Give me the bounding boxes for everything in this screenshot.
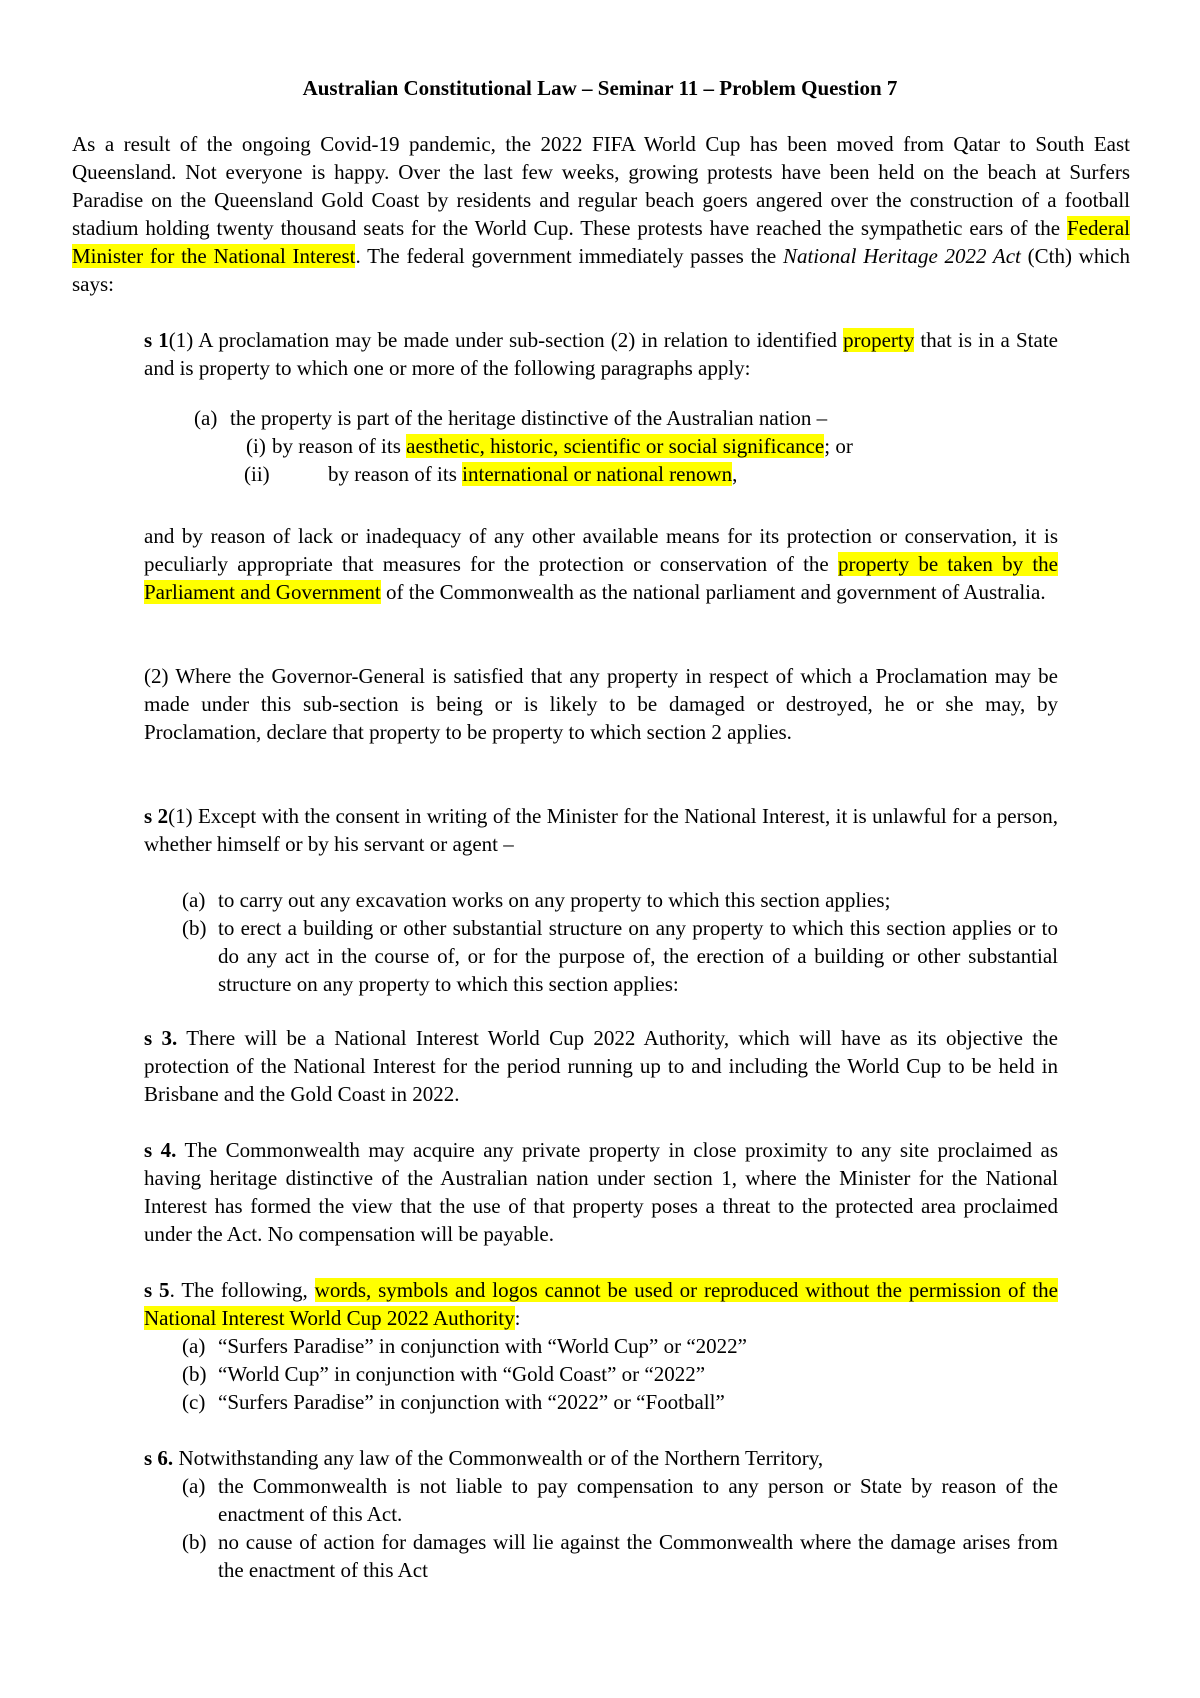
list-item-b [144,1528,1058,1584]
list-text: to erect a building or other substantial structure on any property to which this section applies or to do any act in the course of, or for the purpose of, the erection of a building or other substantial structure on any property to which this section applies: [218,916,1058,996]
list-text-end: , [732,462,738,486]
section-text-2: : [514,1306,521,1330]
list-label: (a) [194,406,218,430]
list-item-ii [144,460,1058,488]
list-item-i [144,432,1058,460]
section-label: s 3. [144,1026,178,1050]
list-text: the property is part of the heritage distinctive of the Australian nation – [230,406,828,430]
highlight-words-symbols: words, symbols and logos cannot be used or reproduced without the permission of the National Interest World Cup 2022 Authority [144,1278,1058,1330]
list-label: (i) [246,434,266,458]
section-text: There will be a National Interest World Cup 2022 Authority, which will have as its objective the protection of the National Interest for the period running up to and including the World Cup to be held in Brisbane and the Gold Coast in 2022. [144,1026,1058,1106]
highlight-renown: international or national renown [462,462,733,486]
intro-text: As a result of the ongoing Covid-19 pandemic, the 2022 FIFA World Cup has been moved from Qatar to South East Queensland. Not everyone is happy. Over the last few weeks, growing protests have been held on the beach at Surfers Paradise on the Queensland Gold Coast by residents and regular beach goers angered over the construction of a football stadium holding twenty thousand seats for the World Cup. These protests have reached the sympathetic ears of the [72,132,1130,240]
list-label: (b) [182,916,207,940]
section-1-1 [144,326,1058,382]
list-label: (b) [182,1362,207,1386]
list-text: “Surfers Paradise” in conjunction with “2022” or “Football” [218,1390,725,1414]
section-6-list [144,1472,1058,1584]
section-text: (1) A proclamation may be made under sub-section (2) in relation to identified [168,328,844,352]
highlight-property: property [843,328,915,352]
list-text: by reason of its [328,462,463,486]
paragraph-text-2: of the Commonwealth as the national parliament and government of Australia. [380,580,1046,604]
list-label: (c) [182,1390,206,1414]
intro-paragraph [72,130,1130,298]
list-item-a [144,404,1058,432]
section-text-2: that is in a State and is property to which one or more of the following paragraphs apply: [144,328,1058,380]
highlight-parliament: property be taken by the Parliament and Government [144,552,1059,604]
list-text: to carry out any excavation works on any property to which this section applies; [218,888,891,912]
list-item-b [144,1360,1058,1388]
page-title: Australian Constitutional Law – Seminar 11 – Problem Question 7 [302,76,898,100]
list-item-b [144,914,1058,998]
section-1-tail-paragraph [144,522,1058,606]
section-label: s 5 [144,1278,170,1302]
intro-text-3: (Cth) which says: [72,244,1130,296]
highlight-federal-minister: Federal Minister for the National Interest [72,216,1130,268]
list-item-c [144,1388,1058,1416]
section-5-list [144,1332,1058,1416]
section-text: The Commonwealth may acquire any private property in close proximity to any site proclaimed as having heritage distinctive of the Australian nation under section 1, where the Minister for the National Interest has formed the view that the use of that property poses a threat to the protected area proclaimed under the Act. No compensation will be payable. [144,1138,1058,1246]
section-label: s 4. [144,1138,177,1162]
section-6 [144,1444,1058,1472]
list-text: “World Cup” in conjunction with “Gold Coast” or “2022” [218,1362,706,1386]
list-item-a [144,886,1058,914]
list-text: no cause of action for damages will lie against the Commonwealth where the damage arises from the enactment of this Act [218,1530,1058,1582]
list-item-a [144,1332,1058,1360]
paragraph-text: (2) Where the Governor-General is satisfied that any property in respect of which a Proclamation may be made under this sub-section is being or is likely to be damaged or destroyed, he or she may, by Proclamation, declare that property to be property to which section 2 applies. [144,664,1058,744]
list-label: (ii) [244,462,270,486]
list-text-end: ; or [824,434,853,458]
section-label: s 6. [144,1446,174,1470]
section-2-list [144,886,1058,998]
section-4 [144,1136,1058,1248]
section-2 [144,802,1058,858]
paragraph-text: and by reason of lack or inadequacy of any other available means for its protection or conservation, it is peculiarly appropriate that measures for the protection or conservation of the [144,524,1058,576]
list-label: (a) [182,1334,206,1358]
list-label: (b) [182,1530,207,1554]
list-text: by reason of its [272,434,407,458]
section-text: (1) Except with the consent in writing of the Minister for the National Interest, it is unlawful for a person, whether himself or by his servant or agent – [144,804,1058,856]
section-text: Notwithstanding any law of the Commonwealth or of the Northern Territory, [173,1446,824,1470]
act-name: National Heritage 2022 Act [782,244,1021,268]
section-5 [144,1276,1058,1332]
section-label: s 1 [144,328,169,352]
section-3 [144,1024,1058,1108]
list-label: (a) [182,888,206,912]
section-1-2 [144,662,1058,746]
list-item-a [144,1472,1058,1528]
highlight-significance: aesthetic, historic, scientific or social significance [406,434,825,458]
section-text: . The following, [169,1278,315,1302]
section-label: s 2 [144,804,169,828]
section-1-list [144,404,1058,488]
list-text: “Surfers Paradise” in conjunction with “World Cup” or “2022” [218,1334,747,1358]
list-text: the Commonwealth is not liable to pay compensation to any person or State by reason of the enactment of this Act. [218,1474,1058,1526]
list-label: (a) [182,1474,206,1498]
intro-text-2: . The federal government immediately passes the [355,244,783,268]
